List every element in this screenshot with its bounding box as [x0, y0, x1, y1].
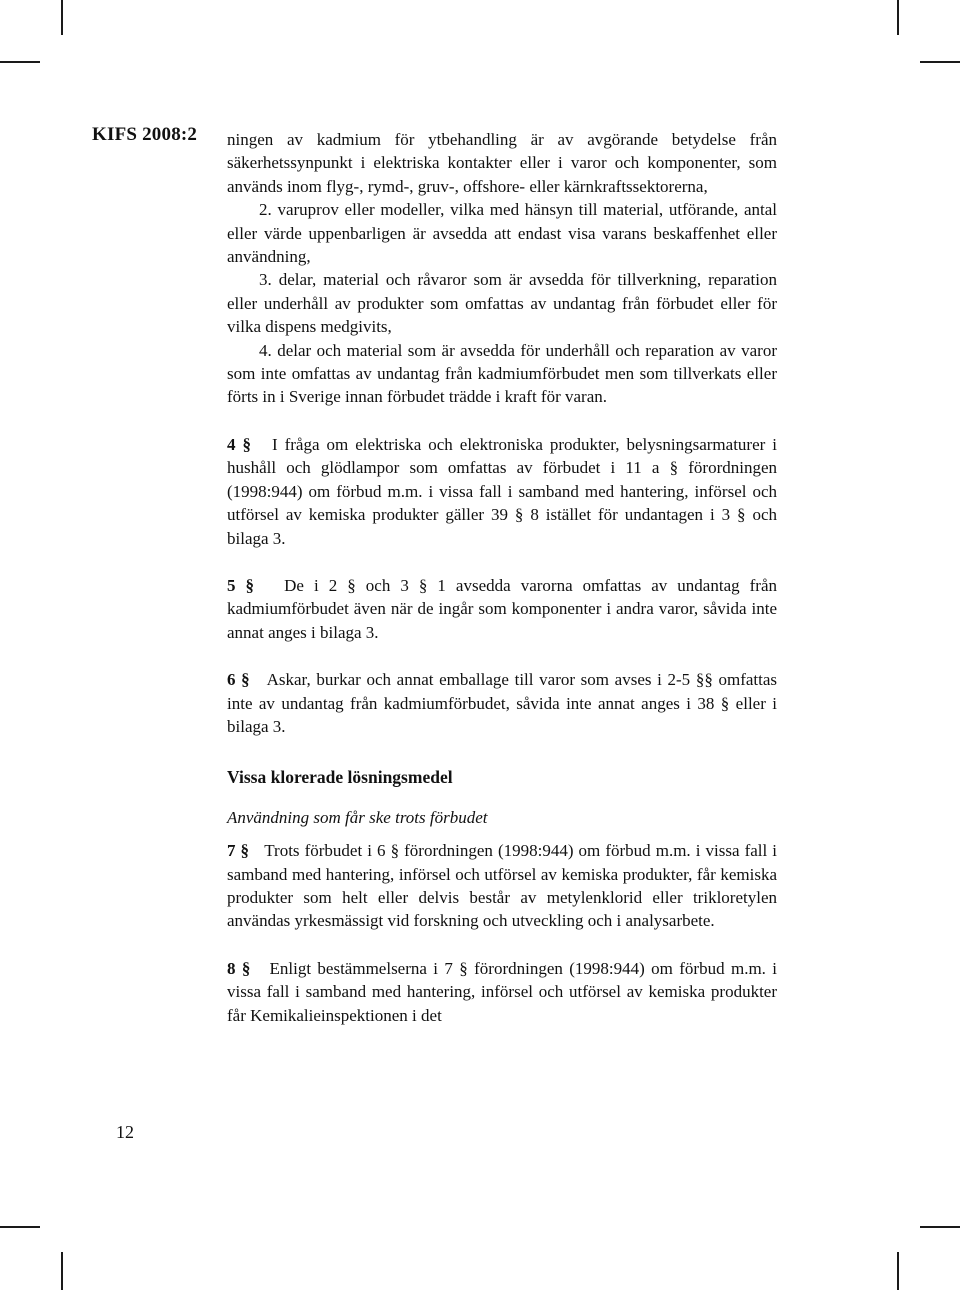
section-6: [227, 668, 777, 738]
section-text: I fråga om elektriska och elektroniska produkter, belysningsarmaturer i hushåll och glödlampor som omfattas av förbudet i 11 a § förordningen (1998:944) om förbud m.m. i vissa fall i samband med hantering, införsel och utförsel av kemiska produkter gäller 39 § 8 istället för undantagen i 3 § och bilaga 3.: [227, 434, 777, 548]
crop-mark-bottom-right-h: [920, 1226, 960, 1228]
crop-mark-bottom-right-v: [897, 1252, 899, 1290]
section-8: [227, 957, 777, 1027]
page-number: 12: [116, 1122, 134, 1142]
main-text: [227, 128, 777, 1027]
crop-mark-top-left-h: [0, 61, 40, 63]
section-number: 7 §: [227, 841, 250, 861]
crop-mark-top-right-h: [920, 61, 960, 63]
section-number: 5 §: [227, 575, 255, 595]
section-text: Askar, burkar och annat emballage till varor som avses i 2-5 §§ omfattas inte av undantag från kadmiumförbudet, såvida inte annat anges i 38 § eller i bilaga 3.: [227, 670, 778, 736]
section-number: 4 §: [227, 434, 251, 454]
list-item-3: 3. delar, material och råvaror som är avsedda för tillverkning, reparation eller underhåll av produkter som omfattas av undantag från förbudet eller för vilka dispens medgivits,: [227, 270, 777, 337]
section-text: Trots förbudet i 6 § förordningen (1998:944) om förbud m.m. i vissa fall i samband med hantering, införsel och utförsel av kemiska produkter, får kemiska produkter som helt eller delvis består av metylenklorid eller trikloretylen användas yrkesmässigt vid forskning och utveckling och i analysarbete.: [227, 841, 778, 931]
section-subheading: Användning som får ske trots förbudet: [227, 807, 488, 827]
crop-mark-bottom-left-v: [61, 1252, 63, 1290]
section-heading: Vissa klorerade lösningsmedel: [227, 767, 453, 788]
section-text: De i 2 § och 3 § 1 avsedda varorna omfattas av undantag från kadmiumförbudet även när de ingår som komponenter i andra varor, såvida inte annat anges i bilaga 3.: [227, 575, 778, 642]
paragraph-continued: ningen av kadmium för ytbehandling är av avgörande betydelse från säkerhetssynpunkt i elektriska kontakter eller i varor och komponenter, som används inom flyg-, rymd-, gruv-, offshore- eller kärnkraftssektorerna,: [227, 130, 777, 196]
section-number: 6 §: [227, 670, 250, 690]
section-5: [227, 574, 777, 644]
section-7: [227, 839, 777, 933]
document-code: KIFS 2008:2: [92, 124, 198, 145]
section-number: 8 §: [227, 958, 251, 978]
crop-mark-bottom-left-h: [0, 1226, 40, 1228]
section-4: [227, 433, 777, 550]
list-item-2: 2. varuprov eller modeller, vilka med hänsyn till material, utförande, antal eller värde uppenbarligen är avsedda att endast visa varans beskaffenhet eller användning,: [227, 200, 777, 267]
section-text: Enligt bestämmelserna i 7 § förordningen (1998:944) om förbud m.m. i vissa fall i samband med hantering, införsel och utförsel av kemiska produkter får Kemikalieinspektionen i det: [227, 958, 778, 1025]
crop-mark-top-left-v: [61, 0, 63, 35]
crop-mark-top-right-v: [897, 0, 899, 35]
list-item-4: 4. delar och material som är avsedda för underhåll och reparation av varor som inte omfattas av undantag från kadmiumförbudet men som tillverkats eller förts in i Sverige innan förbudet trädde i kraft för varan.: [227, 340, 777, 407]
